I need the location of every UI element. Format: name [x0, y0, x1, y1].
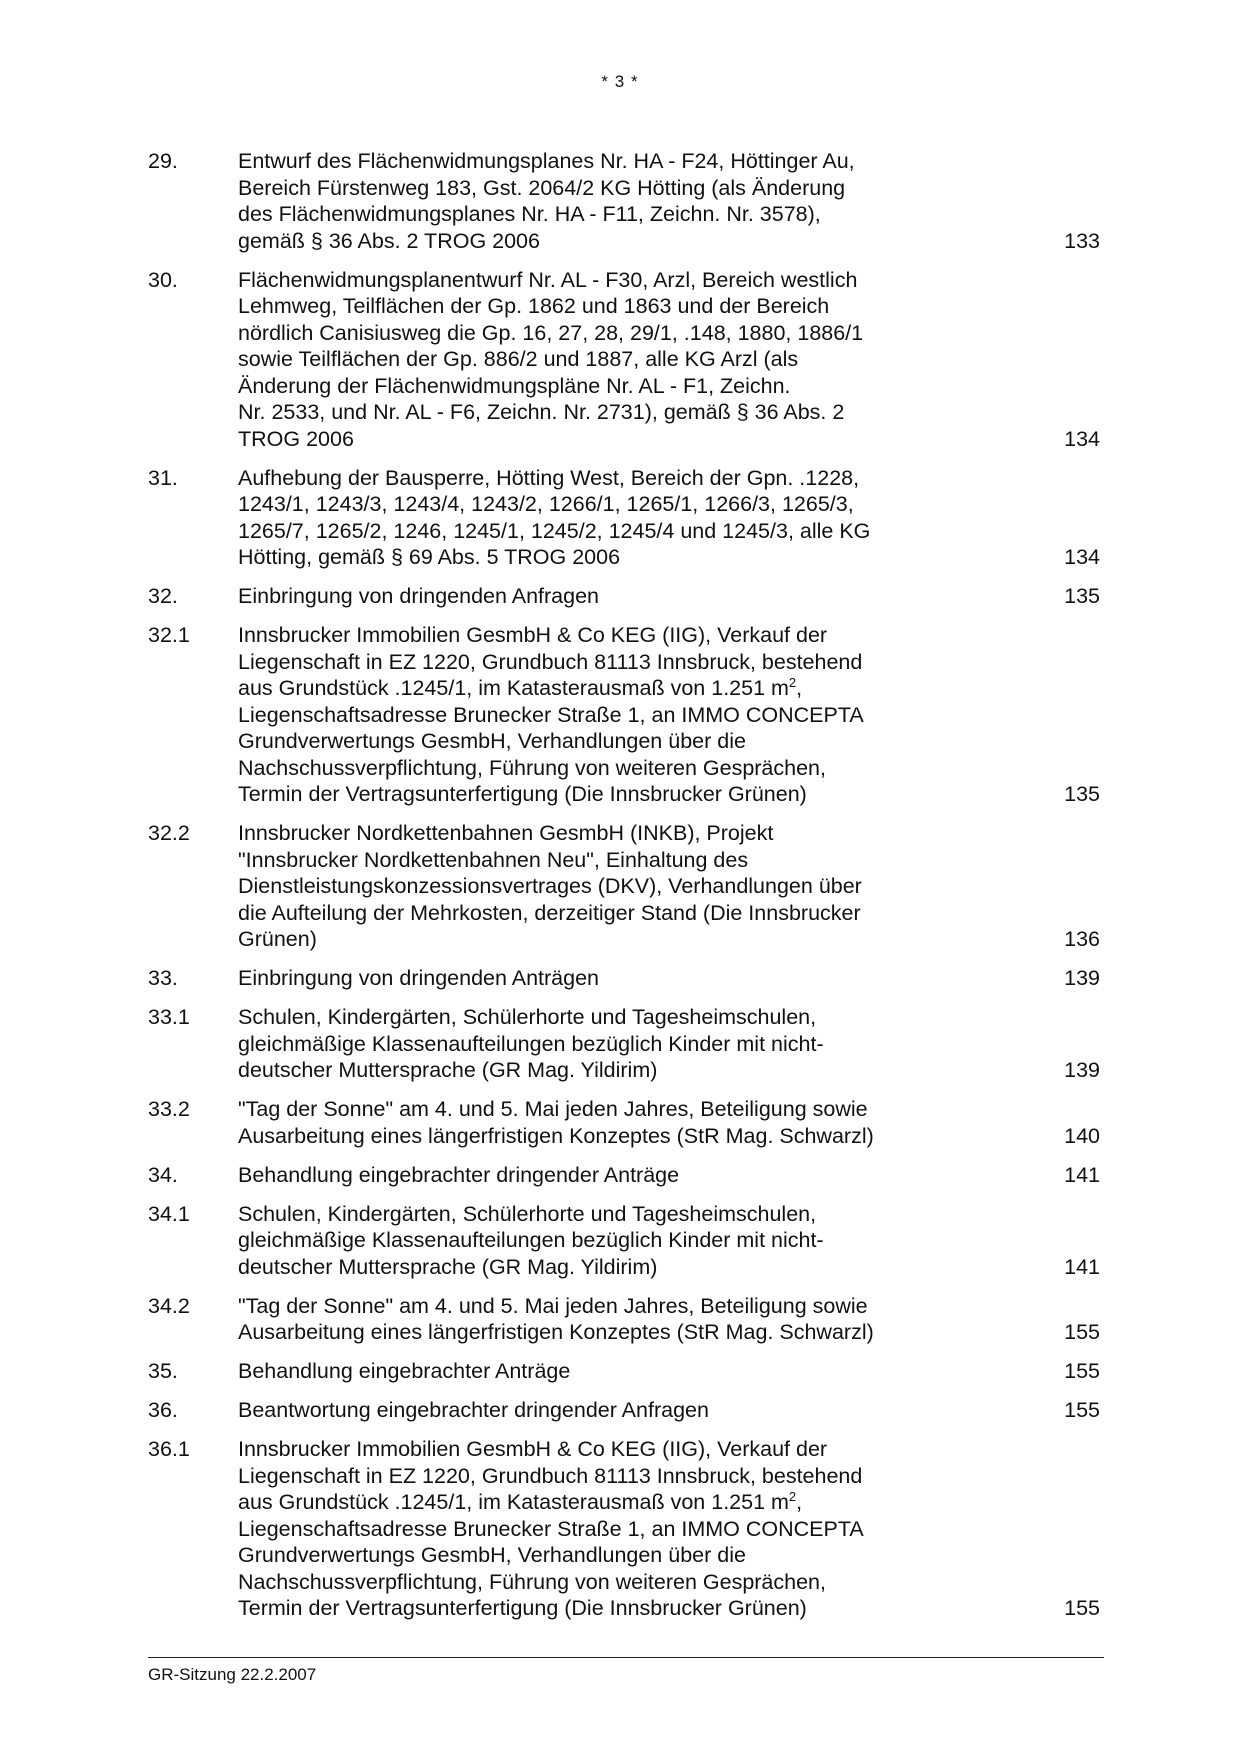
toc-entry-title-line: Entwurf des Flächenwidmungsplanes Nr. HA - F24, Höttinger Au, [238, 149, 855, 173]
toc-entry [148, 1293, 1100, 1346]
toc-entry-number: 29. [148, 149, 178, 173]
toc-entry-page: 135 [1064, 782, 1100, 806]
toc-entry-title-line: Behandlung eingebrachter Anträge [238, 1359, 571, 1383]
toc-entry-number: 34.1 [148, 1201, 190, 1226]
toc-entry-page: 139 [1064, 1058, 1100, 1082]
toc-entry-title-line: Einbringung von dringenden Anträgen [238, 966, 600, 990]
toc-entry-title [238, 1436, 938, 1622]
toc-entry-title-line: Nachschussverpflichtung, Führung von weiteren Gesprächen, [238, 1569, 826, 1594]
toc-entry-title [238, 267, 938, 453]
toc-entry [148, 465, 1100, 571]
toc-entry-title-line: 1265/7, 1265/2, 1246, 1245/1, 1245/2, 1245/4 und 1245/3, alle KG [238, 518, 871, 543]
toc-entry-number: 35. [148, 1359, 178, 1383]
toc-entry-title-line: Liegenschaft in EZ 1220, Grundbuch 81113 Innsbruck, bestehend [238, 649, 863, 674]
toc-entry-title-line: "Innsbrucker Nordkettenbahnen Neu", Einhaltung des [238, 847, 749, 872]
toc-entry-title [238, 1358, 938, 1385]
toc-entry-title-line: Dienstleistungskonzessionsvertrages (DKV), Verhandlungen über [238, 874, 862, 898]
toc-entry-title [238, 465, 938, 571]
toc-entry-page: 155 [1064, 1596, 1100, 1620]
toc-entry-title-line-text: aus Grundstück .1245/1, im Katasterausmaß von 1.251 m [238, 1490, 789, 1514]
toc-entry-title-line: Grundverwertungs GesmbH, Verhandlungen über die [238, 729, 746, 753]
toc-entry-number: 36. [148, 1398, 178, 1422]
table-of-contents [148, 148, 1100, 1634]
toc-entry-title-line: "Tag der Sonne" am 4. und 5. Mai jeden Jahres, Beteiligung sowie [238, 1097, 868, 1121]
toc-entry-title-line: Aufhebung der Bausperre, Hötting West, Bereich der Gpn. .1228, [238, 465, 860, 490]
footer-text: GR-Sitzung 22.2.2007 [148, 1665, 317, 1684]
footer-divider [148, 1657, 1104, 1658]
toc-entry-number: 31. [148, 465, 178, 490]
toc-entry [148, 622, 1100, 808]
toc-entry-page: 155 [1064, 1398, 1100, 1422]
toc-entry-title-line: Liegenschaft in EZ 1220, Grundbuch 81113 Innsbruck, bestehend [238, 1463, 863, 1488]
toc-entry-title-line: deutscher Muttersprache (GR Mag. Yildirim) [238, 1254, 658, 1279]
toc-entry [148, 267, 1100, 453]
toc-entry-title-line: gemäß § 36 Abs. 2 TROG 2006 [238, 228, 540, 253]
toc-entry-title-line: Beantwortung eingebrachter dringender Anfragen [238, 1398, 709, 1422]
toc-entry-title [238, 965, 938, 992]
toc-entry-title-line: Liegenschaftsadresse Brunecker Straße 1, an IMMO CONCEPTA [238, 1516, 864, 1541]
toc-entry-title-line: die Aufteilung der Mehrkosten, derzeitiger Stand (Die Innsbrucker [238, 900, 861, 925]
toc-entry-page: 134 [1064, 545, 1100, 569]
toc-entry-title-line: Hötting, gemäß § 69 Abs. 5 TROG 2006 [238, 545, 621, 569]
toc-entry-title-line: Innsbrucker Nordkettenbahnen GesmbH (INKB), Projekt [238, 821, 774, 845]
toc-entry-number: 32.2 [148, 821, 190, 845]
toc-entry [148, 1096, 1100, 1149]
toc-entry-page: 136 [1064, 927, 1100, 951]
toc-entry-title-line: Änderung der Flächenwidmungspläne Nr. AL - F1, Zeichn. [238, 373, 791, 398]
superscript-trailing-punctuation: , [796, 676, 803, 700]
toc-entry-number: 33. [148, 966, 178, 990]
toc-entry-page: 133 [1064, 228, 1100, 253]
toc-entry-title [238, 820, 938, 953]
toc-entry [148, 965, 1100, 992]
toc-entry-page: 141 [1064, 1162, 1100, 1187]
toc-entry [148, 820, 1100, 953]
toc-entry-title [238, 148, 938, 254]
toc-entry-page: 155 [1064, 1320, 1100, 1344]
toc-entry-title-line: 1243/1, 1243/3, 1243/4, 1243/2, 1266/1, 1265/1, 1266/3, 1265/3, [238, 492, 854, 516]
toc-entry-number: 33.1 [148, 1005, 190, 1029]
toc-entry-title-line: gleichmäßige Klassenaufteilungen bezüglich Kinder mit nicht- [238, 1228, 824, 1252]
toc-entry-title-line: Ausarbeitung eines längerfristigen Konzeptes (StR Mag. Schwarzl) [238, 1320, 874, 1344]
toc-entry-title [238, 1004, 938, 1084]
toc-entry-page: 134 [1064, 426, 1100, 451]
toc-entry-number: 30. [148, 267, 178, 292]
superscript: 2 [788, 1489, 797, 1504]
toc-entry-number: 32.1 [148, 623, 190, 647]
superscript: 2 [788, 675, 797, 690]
toc-entry-title-line: Innsbrucker Immobilien GesmbH & Co KEG (IIG), Verkauf der [238, 623, 828, 647]
toc-entry-title-line [238, 675, 938, 702]
toc-entry-title-line: Ausarbeitung eines längerfristigen Konzeptes (StR Mag. Schwarzl) [238, 1123, 874, 1148]
toc-entry-title-line: Grundverwertungs GesmbH, Verhandlungen über die [238, 1543, 746, 1567]
toc-entry-title-line: Schulen, Kindergärten, Schülerhorte und Tagesheimschulen, [238, 1005, 817, 1029]
toc-entry-title-line: des Flächenwidmungsplanes Nr. HA - F11, Zeichn. Nr. 3578), [238, 202, 821, 226]
toc-entry-number: 32. [148, 584, 178, 608]
toc-entry-title-line: Lehmweg, Teilflächen der Gp. 1862 und 1863 und der Bereich [238, 294, 830, 318]
toc-entry-title-line: sowie Teilflächen der Gp. 886/2 und 1887, alle KG Arzl (als [238, 347, 799, 371]
toc-entry-title-line: Nachschussverpflichtung, Führung von weiteren Gesprächen, [238, 755, 826, 780]
toc-entry-title-line: Bereich Fürstenweg 183, Gst. 2064/2 KG Hötting (als Änderung [238, 175, 846, 200]
superscript-trailing-punctuation: , [796, 1490, 803, 1514]
toc-entry [148, 1201, 1100, 1281]
toc-entry-title-line: Termin der Vertragsunterfertigung (Die Innsbrucker Grünen) [238, 782, 807, 806]
toc-entry-page: 139 [1064, 966, 1100, 990]
toc-entry-title-line: Schulen, Kindergärten, Schülerhorte und Tagesheimschulen, [238, 1201, 817, 1226]
toc-entry-title [238, 583, 938, 610]
toc-entry [148, 1397, 1100, 1424]
toc-entry [148, 1004, 1100, 1084]
toc-entry-title-line: Einbringung von dringenden Anfragen [238, 584, 600, 608]
toc-entry-title-line [238, 1489, 938, 1516]
toc-entry [148, 1162, 1100, 1189]
toc-entry-title [238, 1162, 938, 1189]
toc-entry-title-line: Innsbrucker Immobilien GesmbH & Co KEG (IIG), Verkauf der [238, 1437, 828, 1461]
toc-entry-page: 140 [1064, 1123, 1100, 1148]
toc-entry [148, 1358, 1100, 1385]
toc-entry-title-line: Flächenwidmungsplanentwurf Nr. AL - F30, Arzl, Bereich westlich [238, 267, 858, 292]
toc-entry [148, 148, 1100, 254]
toc-entry-title [238, 1397, 938, 1424]
toc-entry-title [238, 622, 938, 808]
toc-entry-number: 34. [148, 1162, 178, 1187]
toc-entry-title [238, 1201, 938, 1281]
toc-entry-title-line: deutscher Muttersprache (GR Mag. Yildirim) [238, 1058, 658, 1082]
toc-entry-title-line: nördlich Canisiusweg die Gp. 16, 27, 28, 29/1, .148, 1880, 1886/1 [238, 320, 864, 345]
toc-entry-title-line: TROG 2006 [238, 426, 354, 451]
toc-entry-page: 141 [1064, 1254, 1100, 1279]
toc-entry-number: 34.2 [148, 1293, 190, 1318]
toc-entry-title-line: Behandlung eingebrachter dringender Anträge [238, 1162, 680, 1187]
toc-entry-title-line: Grünen) [238, 927, 317, 951]
toc-entry-number: 36.1 [148, 1437, 190, 1461]
toc-entry [148, 1436, 1100, 1622]
toc-entry [148, 583, 1100, 610]
toc-entry-title [238, 1293, 938, 1346]
toc-entry-number: 33.2 [148, 1097, 190, 1121]
page-number: * 3 * [601, 72, 639, 91]
toc-entry-title-line: "Tag der Sonne" am 4. und 5. Mai jeden Jahres, Beteiligung sowie [238, 1293, 868, 1318]
toc-entry-title-line-text: aus Grundstück .1245/1, im Katasterausmaß von 1.251 m [238, 676, 789, 700]
toc-entry-title-line: gleichmäßige Klassenaufteilungen bezüglich Kinder mit nicht- [238, 1031, 824, 1056]
toc-entry-page: 135 [1064, 584, 1100, 608]
toc-entry-title [238, 1096, 938, 1149]
toc-entry-title-line: Nr. 2533, und Nr. AL - F6, Zeichn. Nr. 2731), gemäß § 36 Abs. 2 [238, 400, 845, 424]
toc-entry-page: 155 [1064, 1359, 1100, 1383]
toc-entry-title-line: Termin der Vertragsunterfertigung (Die Innsbrucker Grünen) [238, 1596, 807, 1620]
toc-entry-title-line: Liegenschaftsadresse Brunecker Straße 1, an IMMO CONCEPTA [238, 702, 864, 727]
